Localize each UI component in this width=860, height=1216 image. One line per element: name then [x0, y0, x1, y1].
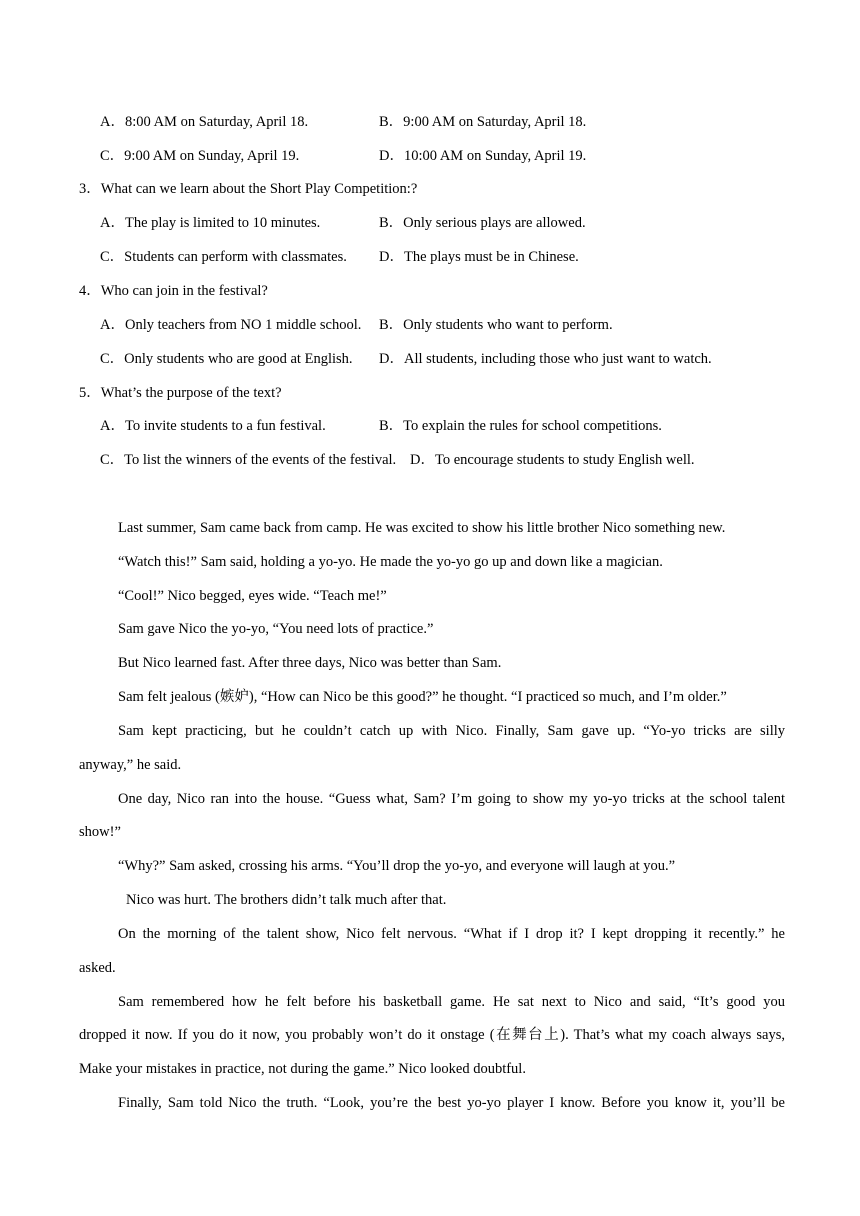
- story-line: show!”: [79, 824, 121, 840]
- q3-options-row-1: [100, 214, 800, 232]
- story-line: dropped it now. If you do it now, you probably won’t do it onstage (在舞台上). That’s what my coach always says,: [79, 1027, 785, 1043]
- story-line: Nico was hurt. The brothers didn’t talk much after that.: [126, 892, 447, 908]
- story-line: asked.: [79, 960, 116, 976]
- q4-option-d: D．All students, including those who just want to watch.: [379, 351, 712, 367]
- q2-option-b: B．9:00 AM on Saturday, April 18.: [379, 114, 587, 130]
- story-line: “Watch this!” Sam said, holding a yo-yo. He made the yo-yo go up and down like a magician.: [118, 554, 663, 570]
- story-line: On the morning of the talent show, Nico felt nervous. “What if I drop it? I kept dropping it recently.” he: [118, 926, 785, 942]
- q5-option-b: B．To explain the rules for school competitions.: [379, 418, 662, 434]
- q3-option-c: C．Students can perform with classmates.: [100, 249, 347, 265]
- story-line: One day, Nico ran into the house. “Guess what, Sam? I’m going to show my yo-yo tricks at the school talent: [118, 791, 785, 807]
- q5-question: 5．What’s the purpose of the text?: [79, 385, 282, 401]
- story-line: Sam gave Nico the yo-yo, “You need lots of practice.”: [118, 621, 434, 637]
- q4-option-a: A．Only teachers from NO 1 middle school.: [100, 317, 362, 333]
- q5-option-d: D．To encourage students to study English well.: [410, 452, 695, 468]
- q2-options-row-2: [100, 147, 800, 165]
- story-line: But Nico learned fast. After three days, Nico was better than Sam.: [118, 655, 502, 671]
- q5-options-row-2: [100, 451, 800, 469]
- q2-option-d: D．10:00 AM on Sunday, April 19.: [379, 148, 587, 164]
- q2-option-c: C．9:00 AM on Sunday, April 19.: [100, 148, 300, 164]
- story-line: Sam felt jealous (嫉妒), “How can Nico be this good?” he thought. “I practiced so much, and I’m older.”: [118, 689, 727, 705]
- story-line: Finally, Sam told Nico the truth. “Look, you’re the best yo-yo player I know. Before you know it, you’ll be: [118, 1095, 785, 1111]
- story-line: “Cool!” Nico begged, eyes wide. “Teach me!”: [118, 588, 387, 604]
- q4-option-b: B．Only students who want to perform.: [379, 317, 613, 333]
- story-line: Make your mistakes in practice, not during the game.” Nico looked doubtful.: [79, 1061, 526, 1077]
- q5-options-row-1: [100, 417, 800, 435]
- q5-option-a: A．To invite students to a fun festival.: [100, 418, 326, 434]
- q4-options-row-1: [100, 316, 800, 334]
- q4-options-row-2: [100, 350, 800, 368]
- q3-question: 3．What can we learn about the Short Play Competition:?: [79, 181, 418, 197]
- q3-option-d: D．The plays must be in Chinese.: [379, 249, 579, 265]
- q3-option-a: A．The play is limited to 10 minutes.: [100, 215, 321, 231]
- q5-option-c: C．To list the winners of the events of the festival.: [100, 452, 397, 468]
- q4-option-c: C．Only students who are good at English.: [100, 351, 353, 367]
- q3-options-row-2: [100, 248, 800, 266]
- story-line: “Why?” Sam asked, crossing his arms. “You’ll drop the yo-yo, and everyone will laugh at you.”: [118, 858, 676, 874]
- q2-option-a: A．8:00 AM on Saturday, April 18.: [100, 114, 309, 130]
- story-line: anyway,” he said.: [79, 757, 182, 773]
- story-line: Sam remembered how he felt before his basketball game. He sat next to Nico and said, “It’s good you: [118, 994, 785, 1010]
- story-line: Sam kept practicing, but he couldn’t catch up with Nico. Finally, Sam gave up. “Yo-yo tricks are silly: [118, 723, 785, 739]
- story-line: Last summer, Sam came back from camp. He was excited to show his little brother Nico something new.: [118, 520, 726, 536]
- q2-options-row-1: [100, 113, 800, 131]
- q3-option-b: B．Only serious plays are allowed.: [379, 215, 586, 231]
- q4-question: 4．Who can join in the festival?: [79, 283, 268, 299]
